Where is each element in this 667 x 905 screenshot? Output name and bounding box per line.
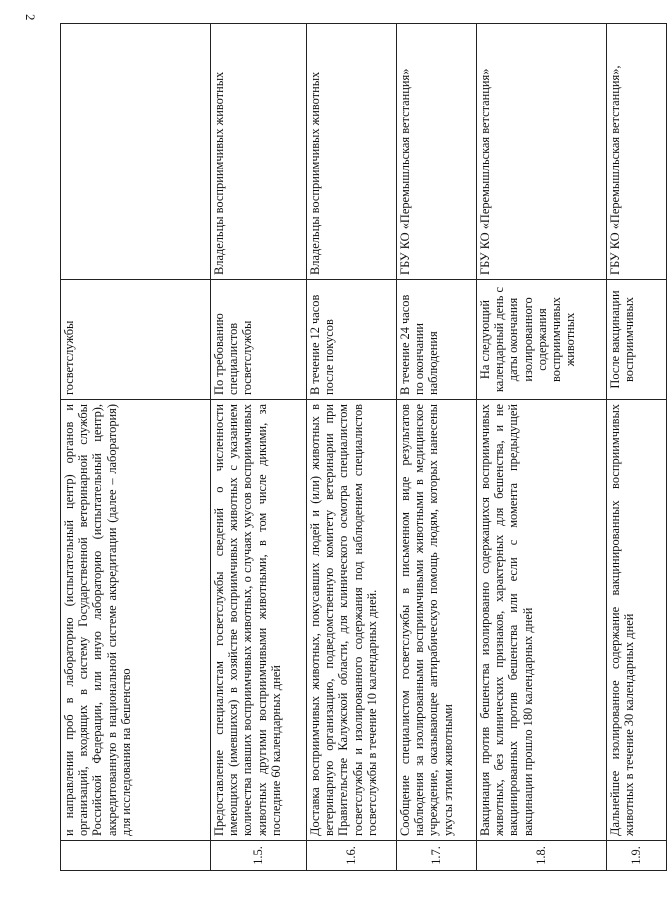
activity-cell: Дальнейшее изолированное содержание вакцинированных восприимчивых животных в течение 30 календарных дней — [607, 400, 667, 841]
term-cell: После вакцинации восприимчивых — [607, 280, 667, 400]
row-number: 1.9. — [607, 841, 667, 871]
activity-cell: Доставка восприимчивых животных, покусавших людей и (или) животных в ветеринарную организацию, подведомственную комитету ветеринарии при Правительстве Калужской области, для клинического осмотра специалистом госветслужбы и изолированного содержания под наблюдением специалистов госветслужбы в течение 10 календарных дней. — [307, 400, 397, 841]
measures-table — [60, 23, 667, 871]
table-row — [61, 24, 211, 871]
term-cell: На следующий календарный день с даты окончания изолированного содержания восприимчивых животных — [477, 280, 607, 400]
term-cell: В течение 12 часов после покусов — [307, 280, 397, 400]
row-number: 1.7. — [397, 841, 477, 871]
table-row — [607, 24, 667, 871]
activity-cell: Предоставление специалистам госветслужбы сведений о численности имеющихся (имевшихся) в хозяйстве восприимчивых животных с указанием количества павших восприимчивых животных, о случаях укусов восприимчивых животных другими восприимчивыми животными, в том числе дикими, за последние 60 календарных дней — [211, 400, 307, 841]
responsible-cell: Владельцы восприимчивых животных — [307, 24, 397, 280]
activity-cell: и направлении проб в лабораторию (испытательный центр) органов и организаций, входящих в систему Государственной ветеринарной службы Российской Федерации, или иную лабораторию (испытательный центр), аккредитованную в национальной системе аккредитации (далее – лаборатория) для исследования на бешенство — [61, 400, 211, 841]
term-cell: В течение 24 часов по окончании наблюдения — [397, 280, 477, 400]
row-number: 1.5. — [211, 841, 307, 871]
table-row — [477, 24, 607, 871]
term-cell: госветслужбы — [61, 280, 211, 400]
responsible-cell: Владельцы восприимчивых животных — [211, 24, 307, 280]
table-row — [397, 24, 477, 871]
activity-cell: Сообщение специалистом госветслужбы в письменном виде результатов наблюдения за изолированными восприимчивыми животными в медицинское учреждение, оказывающее антирабическую помощь людям, которых нанесены укусы этими животными — [397, 400, 477, 841]
responsible-cell: ГБУ КО «Перемышльская ветстанция» — [397, 24, 477, 280]
responsible-cell: ГБУ КО «Перемышльская ветстанция» — [477, 24, 607, 280]
row-number: 1.8. — [477, 841, 607, 871]
responsible-cell — [61, 24, 211, 280]
row-number: 1.6. — [307, 841, 397, 871]
row-number — [61, 841, 211, 871]
term-cell: По требованию специалистов госветслужбы — [211, 280, 307, 400]
table-row — [307, 24, 397, 871]
page-number: 2 — [23, 14, 38, 21]
document-table-rotated — [60, 24, 644, 871]
activity-cell: Вакцинация против бешенства изолированно содержащихся восприимчивых животных, без клинических признаков, характерных для бешенства, и не вакцинированных против бешенства или если с момента предыдущей вакцинации прошло 180 календарных дней — [477, 400, 607, 841]
responsible-cell: ГБУ КО «Перемышльская ветстанция», — [607, 24, 667, 280]
table-row — [211, 24, 307, 871]
